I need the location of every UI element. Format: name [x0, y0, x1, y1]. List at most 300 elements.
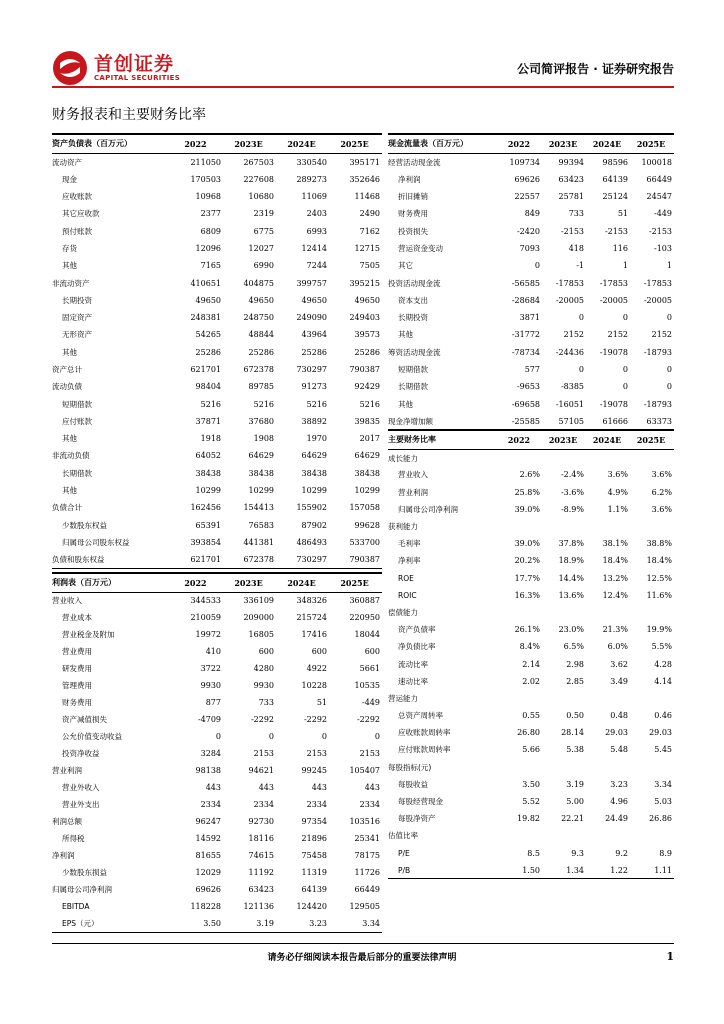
row-value: 2334 — [200, 800, 221, 809]
row-value — [542, 690, 586, 707]
year-header: 2025E — [329, 134, 382, 153]
row-value: -18793 — [643, 399, 672, 409]
row-value: 8.9 — [659, 848, 672, 858]
table-row — [52, 465, 382, 482]
row-value: 48844 — [248, 330, 274, 340]
table-row — [52, 378, 382, 395]
table-row — [52, 609, 382, 626]
row-label: 非流动资产 — [52, 278, 90, 288]
table-row — [52, 517, 382, 534]
row-value: 162456 — [190, 503, 221, 513]
row-label: 资产负债率 — [398, 625, 436, 635]
row-label: 所得税 — [62, 834, 85, 843]
row-label: 净利润 — [52, 851, 75, 860]
row-value: 76583 — [248, 520, 274, 530]
row-value: 21.3% — [602, 625, 628, 635]
row-label: 经营活动现金流 — [388, 157, 441, 167]
year-header: 2022 — [498, 134, 542, 153]
row-value: 14592 — [195, 834, 221, 843]
row-value: 38438 — [248, 468, 274, 478]
table-row — [388, 793, 674, 810]
page-number: 1 — [666, 950, 674, 963]
row-value: 99245 — [301, 766, 327, 775]
row-value: 220950 — [349, 613, 380, 622]
row-value: 3.23 — [610, 779, 628, 789]
row-value: 157058 — [349, 503, 380, 513]
row-value: 2153 — [359, 749, 380, 758]
table-title: 利润表（百万元） — [52, 573, 170, 592]
row-value: 54265 — [195, 330, 221, 340]
row-value: -103 — [654, 243, 672, 253]
row-value: 24547 — [646, 192, 672, 202]
row-value: 3871 — [519, 313, 540, 323]
row-value: 7244 — [306, 261, 327, 271]
row-value: 116 — [612, 243, 628, 253]
row-value: 7505 — [359, 261, 380, 271]
row-value: 96247 — [195, 817, 221, 826]
table-row — [52, 153, 382, 170]
row-label: 资本支出 — [398, 295, 428, 305]
row-value: 249403 — [349, 313, 380, 323]
row-label: 流动比率 — [398, 659, 428, 669]
table-row — [388, 326, 674, 343]
row-value: 23.0% — [558, 625, 584, 635]
row-label: 管理费用 — [62, 681, 92, 690]
row-value: 395215 — [349, 278, 380, 288]
row-value: -17853 — [555, 278, 584, 288]
row-value: -25585 — [498, 413, 542, 430]
row-value: 330540 — [296, 157, 327, 167]
row-value: 154413 — [243, 503, 274, 513]
row-value: 209000 — [243, 613, 274, 622]
year-header: 2024E — [586, 430, 630, 449]
row-value: -449 — [362, 698, 380, 707]
row-value: 39.0% — [514, 539, 540, 549]
row-value: 2.14 — [522, 659, 540, 669]
table-row — [388, 292, 674, 309]
row-value: 486493 — [296, 537, 327, 547]
page-header — [52, 50, 674, 86]
row-value — [630, 518, 674, 535]
table-title: 现金流量表（百万元） — [388, 134, 498, 153]
row-label: 非流动负债 — [52, 451, 90, 461]
row-label: 资产总计 — [52, 365, 82, 374]
row-value: 248750 — [243, 313, 274, 323]
cash-flow-table — [388, 133, 674, 431]
year-header: 2024E — [276, 134, 329, 153]
row-label: 无形资产 — [62, 330, 92, 340]
row-value: 19972 — [195, 630, 221, 639]
row-value — [630, 449, 674, 466]
row-value: 8.5 — [527, 848, 540, 858]
row-value: 11192 — [248, 868, 274, 877]
row-value: 105407 — [349, 766, 380, 775]
row-value: 0 — [666, 382, 672, 392]
row-value: 410651 — [190, 278, 221, 288]
row-value: 0 — [622, 313, 628, 323]
row-value: 730297 — [296, 365, 327, 374]
row-value: 0 — [666, 313, 672, 323]
row-value: -4709 — [197, 715, 221, 724]
row-value: 12027 — [248, 243, 274, 253]
row-value: 0 — [578, 365, 584, 374]
row-value: 730297 — [276, 551, 329, 568]
row-value: 3.6% — [607, 470, 628, 480]
table-row — [52, 240, 382, 257]
row-value: 37871 — [195, 416, 221, 426]
row-value: 4.14 — [654, 676, 672, 686]
table-title: 资产负债表（百万元） — [52, 134, 170, 153]
row-value: 38.1% — [602, 539, 628, 549]
table-row — [388, 552, 674, 569]
row-value: 12096 — [195, 243, 221, 253]
row-label: 归属母公司净利润 — [52, 885, 112, 894]
table-row — [388, 827, 674, 844]
row-value: 63423 — [248, 885, 274, 894]
row-value: 94621 — [248, 766, 274, 775]
table-row — [52, 677, 382, 694]
row-value: 18116 — [248, 834, 274, 843]
income-statement-table — [52, 572, 382, 933]
row-value: 9.3 — [571, 848, 584, 858]
row-value: 17416 — [301, 630, 327, 639]
row-value: 5661 — [359, 664, 380, 673]
row-value: 2.02 — [522, 676, 540, 686]
row-value: -2.4% — [560, 470, 584, 480]
row-value: 97354 — [301, 817, 327, 826]
row-value: -2292 — [356, 715, 380, 724]
row-value: 2017 — [359, 434, 380, 444]
row-value: 29.03 — [649, 728, 672, 738]
row-value: 103516 — [349, 817, 380, 826]
row-value: 38438 — [354, 468, 380, 478]
row-value: 64139 — [602, 174, 628, 184]
row-value: 66449 — [354, 885, 380, 894]
table-row — [52, 643, 382, 660]
row-value: 29.03 — [605, 728, 628, 738]
row-label: 利润总额 — [52, 817, 82, 826]
row-label: 获利能力 — [388, 522, 418, 532]
row-label: 营业外支出 — [62, 800, 100, 809]
row-value: 441381 — [243, 537, 274, 547]
legal-disclaimer: 请务必仔细阅读本报告最后部分的重要法律声明 — [267, 953, 457, 963]
table-row — [52, 171, 382, 188]
table-row — [52, 344, 382, 361]
row-value: 4.9% — [607, 487, 628, 497]
row-value: 5216 — [306, 399, 327, 409]
row-value — [498, 518, 542, 535]
row-value: 849 — [524, 209, 540, 219]
row-label: 应付账款 — [62, 416, 92, 426]
row-value: 210059 — [190, 613, 221, 622]
row-value: -17853 — [643, 278, 672, 288]
row-value — [542, 759, 586, 776]
row-value: 18.4% — [602, 556, 628, 566]
row-value: -20005 — [555, 295, 584, 305]
row-label: 其他 — [398, 399, 413, 409]
row-value: 64139 — [301, 885, 327, 894]
row-value: 81655 — [195, 851, 221, 860]
row-label: 少数股东损益 — [62, 868, 107, 877]
table-row — [388, 690, 674, 707]
row-value — [498, 827, 542, 844]
row-value: 6.0% — [607, 642, 628, 652]
footer-divider — [52, 943, 674, 944]
logo-name-en: CAPITAL SECURITIES — [94, 74, 181, 82]
row-value: 5.5% — [651, 642, 672, 652]
row-value — [630, 759, 674, 776]
table-row — [52, 592, 382, 609]
row-value: 38.8% — [646, 539, 672, 549]
header-divider — [52, 86, 674, 88]
table-row — [388, 673, 674, 690]
row-value: 99628 — [354, 520, 380, 530]
row-value: 5216 — [253, 399, 274, 409]
row-value: -1 — [576, 261, 584, 271]
row-value: 3.34 — [329, 915, 382, 932]
logo-name-cn: 首创证券 — [94, 53, 175, 75]
row-label: 总资产周转率 — [398, 711, 443, 721]
row-value: 118228 — [190, 902, 221, 911]
row-value: 26.1% — [514, 625, 540, 635]
row-label: 财务费用 — [62, 698, 92, 707]
year-header: 2023E — [223, 134, 276, 153]
row-value: 6809 — [200, 226, 221, 236]
row-value: 98596 — [602, 157, 628, 167]
row-value: 12715 — [354, 243, 380, 253]
row-label: 负债和股东权益 — [52, 551, 170, 568]
table-row — [52, 711, 382, 728]
row-value: 19.82 — [517, 814, 540, 824]
row-label: 速动比率 — [398, 676, 428, 686]
row-value: 28.14 — [561, 728, 584, 738]
row-value: 6990 — [253, 261, 274, 271]
row-value: 1918 — [200, 434, 221, 444]
row-label: 营业利润 — [52, 766, 82, 775]
row-value: 38892 — [301, 416, 327, 426]
report-type: 公司简评报告 · 证券研究报告 — [517, 62, 674, 76]
row-value — [498, 759, 542, 776]
row-value: -56585 — [511, 278, 540, 288]
row-label: 应收账款周转率 — [398, 728, 451, 738]
row-value: 410 — [205, 647, 221, 656]
row-value: 0 — [578, 313, 584, 323]
row-value: -2292 — [250, 715, 274, 724]
row-label: 每股经营现金 — [398, 797, 443, 807]
year-header: 2022 — [170, 134, 223, 153]
row-value: 3.23 — [276, 915, 329, 932]
row-value: 404875 — [243, 278, 274, 288]
row-value: 49650 — [248, 295, 274, 305]
row-label: 投资活动现金流 — [388, 278, 441, 288]
year-header: 2024E — [276, 573, 329, 592]
row-value: 2153 — [253, 749, 274, 758]
row-label: 公允价值变动收益 — [62, 732, 122, 741]
row-label: 流动负债 — [52, 382, 82, 392]
row-value: 2403 — [306, 209, 327, 219]
year-header: 2025E — [329, 573, 382, 592]
table-row — [388, 707, 674, 724]
table-row — [52, 813, 382, 830]
row-value: 5.00 — [566, 797, 584, 807]
row-value: 10299 — [301, 486, 327, 496]
row-value: 443 — [364, 783, 380, 792]
row-value: 24.49 — [605, 814, 628, 824]
row-value: 18044 — [354, 630, 380, 639]
table-row — [52, 660, 382, 677]
row-value: 37680 — [248, 416, 274, 426]
row-value: 12029 — [195, 868, 221, 877]
table-row — [388, 413, 674, 430]
row-value: 4.96 — [610, 797, 628, 807]
table-row — [52, 205, 382, 222]
row-label: P/E — [398, 848, 410, 858]
row-label: 营运资金变动 — [398, 243, 443, 253]
row-value: 3284 — [200, 749, 221, 758]
row-label: 估值比率 — [388, 831, 418, 841]
row-value — [586, 690, 630, 707]
row-label: ROE — [398, 573, 414, 583]
row-value: 49650 — [354, 295, 380, 305]
row-value: 98404 — [195, 382, 221, 392]
table-row — [52, 482, 382, 499]
row-value: 1.11 — [630, 862, 674, 879]
row-label: 每股指标(元) — [388, 762, 432, 772]
row-value: 38438 — [195, 468, 221, 478]
row-value: -2153 — [560, 226, 584, 236]
row-value: 3.50 — [170, 915, 223, 932]
table-title: 主要财务比率 — [388, 430, 498, 449]
row-value: 7165 — [200, 261, 221, 271]
row-label: 净利润 — [398, 174, 421, 184]
row-value: 22557 — [514, 192, 540, 202]
row-label: 长期投资 — [398, 313, 428, 323]
row-value: 26.80 — [517, 728, 540, 738]
table-row — [388, 655, 674, 672]
row-value: 1.34 — [542, 862, 586, 879]
table-header-row — [388, 134, 674, 153]
row-label: 营业收入 — [398, 470, 428, 480]
row-label: P/B — [388, 862, 498, 879]
row-label: 毛利率 — [398, 539, 421, 549]
row-value: 10968 — [195, 192, 221, 202]
row-value: 621701 — [190, 365, 221, 374]
row-label: 其他 — [398, 330, 413, 340]
row-value: 8.4% — [519, 642, 540, 652]
table-row — [388, 501, 674, 518]
table-row — [52, 779, 382, 796]
table-row — [52, 292, 382, 309]
row-value: 600 — [258, 647, 274, 656]
row-value: 64629 — [301, 451, 327, 461]
row-value: 11468 — [354, 192, 380, 202]
row-value: 3.50 — [522, 779, 540, 789]
row-value: 25286 — [248, 347, 274, 357]
table-row — [388, 466, 674, 483]
row-value: 1.1% — [607, 504, 628, 514]
row-value: 1 — [666, 261, 672, 271]
row-value: -20005 — [643, 295, 672, 305]
row-label: 短期借款 — [398, 365, 428, 374]
row-value: 99394 — [558, 157, 584, 167]
row-value: 37.8% — [558, 539, 584, 549]
row-value: 25286 — [354, 347, 380, 357]
row-value: 11726 — [354, 868, 380, 877]
row-value: 0 — [622, 382, 628, 392]
row-value: 249090 — [296, 313, 327, 323]
year-header: 2022 — [498, 430, 542, 449]
row-value: 0 — [374, 732, 380, 741]
row-value: 21896 — [301, 834, 327, 843]
row-value: 399757 — [296, 278, 327, 288]
row-label: 营业利润 — [398, 487, 428, 497]
row-value: 25124 — [602, 192, 628, 202]
row-label: 归属母公司净利润 — [398, 504, 458, 514]
row-value: 672378 — [243, 365, 274, 374]
row-value: 3722 — [200, 664, 221, 673]
row-label: 其他 — [62, 486, 77, 496]
row-value: 443 — [205, 783, 221, 792]
row-value: -18793 — [643, 347, 672, 357]
row-label: 投资净收益 — [62, 749, 100, 758]
table-row — [388, 484, 674, 501]
table-row — [52, 898, 382, 915]
table-row — [388, 621, 674, 638]
table-row — [52, 257, 382, 274]
row-value: 16.3% — [514, 590, 540, 600]
row-value: 0.50 — [566, 711, 584, 721]
row-value: 9.2 — [615, 848, 628, 858]
row-value: 124420 — [296, 902, 327, 911]
row-label: 预付账款 — [62, 226, 92, 236]
row-value: 9930 — [200, 681, 221, 690]
row-value: 1908 — [253, 434, 274, 444]
row-value — [586, 604, 630, 621]
row-value: 75458 — [301, 851, 327, 860]
row-value: 109734 — [509, 157, 540, 167]
row-value: -8385 — [560, 382, 584, 392]
row-value: 3.19 — [566, 779, 584, 789]
row-label: EPS（元） — [52, 915, 170, 932]
table-row — [52, 430, 382, 447]
table-row — [52, 447, 382, 464]
row-label: 短期借款 — [62, 399, 92, 409]
row-value: 5216 — [359, 399, 380, 409]
row-value: 790387 — [349, 365, 380, 374]
section-title: 财务报表和主要财务比率 — [52, 107, 206, 123]
row-value — [586, 827, 630, 844]
row-label: 投资损失 — [398, 226, 428, 236]
table-row — [388, 638, 674, 655]
table-row — [388, 361, 674, 378]
row-value: 100018 — [641, 157, 672, 167]
row-value: 3.62 — [610, 659, 628, 669]
table-header-row — [52, 134, 382, 153]
row-value — [542, 604, 586, 621]
row-value: 63423 — [558, 174, 584, 184]
row-value: 61666 — [586, 413, 630, 430]
year-header: 2024E — [586, 134, 630, 153]
table-row — [388, 776, 674, 793]
row-value: 43964 — [301, 330, 327, 340]
row-value: 25286 — [301, 347, 327, 357]
row-value: 10228 — [301, 681, 327, 690]
row-value: 51 — [617, 209, 628, 219]
row-label: 长期借款 — [398, 382, 428, 392]
row-value: 5.52 — [522, 797, 540, 807]
row-value: 25781 — [558, 192, 584, 202]
row-value: 13.2% — [602, 573, 628, 583]
